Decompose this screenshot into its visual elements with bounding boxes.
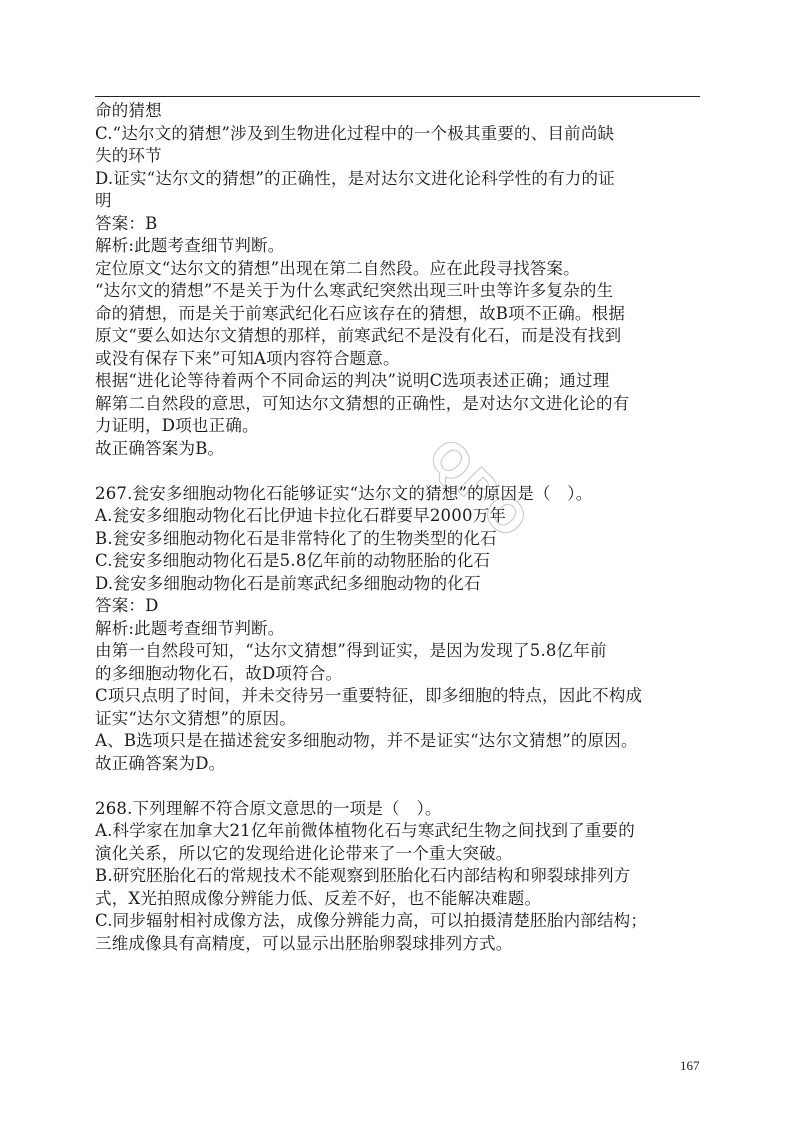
text-line: 失的环节	[95, 146, 162, 165]
question-stem: 267.瓮安多细胞动物化石能够证实“达尔文的猜想”的原因是（ ）。	[95, 483, 593, 503]
answer-line: 答案：D	[95, 596, 159, 615]
analysis-text: 定位原文“达尔文的猜想”出现在第二自然段。应在此段寻找答案。	[95, 258, 580, 278]
analysis-text: 命的猜想，而是关于前寒武纪化石应该存在的猜想，故B项不正确。根据	[95, 303, 626, 323]
analysis-text: 由第一自然段可知，“达尔文猜想”得到证实，是因为发现了5.8亿年前	[95, 641, 607, 660]
option-b-line: B.瓮安多细胞动物化石是非常特化了的生物类型的化石	[95, 528, 497, 548]
analysis-text: 力证明，D项也正确。	[95, 416, 259, 435]
analysis-text: 或没有保存下来”可知A项内容符合题意。	[95, 348, 400, 368]
option-d-line: D.瓮安多细胞动物化石是前寒武纪多细胞动物的化石	[95, 573, 481, 593]
header-rule	[95, 96, 700, 97]
option-c-line: C.瓮安多细胞动物化石是5.8亿年前的动物胚胎的化石	[95, 551, 491, 570]
watermark: QPO	[417, 428, 540, 550]
question-267	[95, 483, 703, 776]
analysis-text: 证实“达尔文猜想”的原因。	[95, 708, 296, 728]
text-line: 明	[95, 191, 112, 210]
page-number: 167	[680, 1058, 700, 1073]
text-line: 三维成像具有高精度，可以显示出胚胎卵裂球排列方式。	[95, 933, 513, 953]
paragraph-gap	[95, 460, 703, 483]
document-body	[95, 100, 703, 955]
question-stem: 268.下列理解不符合原文意思的一项是（ ）。	[95, 798, 442, 818]
analysis-text: 的多细胞动物化石，故D项符合。	[95, 663, 343, 683]
analysis-text: “达尔文的猜想”不是关于为什么寒武纪突然出现三叶虫等许多复杂的生	[95, 281, 614, 300]
analysis-text: A、B选项只是在描述瓮安多细胞动物，并不是证实“达尔文猜想”的原因。	[95, 731, 638, 750]
option-a-line: A.瓮安多细胞动物化石比伊迪卡拉化石群要早2000万年	[95, 506, 507, 525]
analysis-heading: 解析:此题考查细节判断。	[95, 618, 285, 638]
analysis-text: C项只点明了时间，并未交待另一重要特征，即多细胞的特点，因此不构成	[95, 686, 643, 705]
analysis-heading: 解析:此题考查细节判断。	[95, 236, 285, 255]
analysis-text: 原文“要么如达尔文猜想的那样，前寒武纪不是没有化石，而是没有找到	[95, 326, 622, 345]
option-c-line: C.同步辐射相衬成像方法，成像分辨能力高，可以拍摄清楚胚胎内部结构；	[95, 911, 648, 930]
conclusion-line: 故正确答案为B。	[95, 438, 225, 458]
text-line: 演化关系，所以它的发现给进化论带来了一个重大突破。	[95, 843, 513, 863]
text-line: 命的猜想	[95, 101, 162, 120]
analysis-text: 根据“进化论等待着两个不同命运的判决”说明C选项表述正确；通过理	[95, 371, 610, 390]
answer-analysis-266	[95, 100, 703, 460]
option-c-line: C.“达尔文的猜想”涉及到生物进化过程中的一个极其重要的、目前尚缺	[95, 123, 615, 143]
option-a-line: A.科学家在加拿大21亿年前微体植物化石与寒武纪生物之间找到了重要的	[95, 821, 635, 840]
conclusion-line: 故正确答案为D。	[95, 753, 226, 773]
paragraph-gap	[95, 775, 703, 798]
text-line: 式，X光拍照成像分辨能力低、反差不好，也不能解决难题。	[95, 888, 542, 908]
analysis-text: 解第二自然段的意思，可知达尔文猜想的正确性，是对达尔文进化论的有	[95, 393, 630, 413]
answer-line: 答案：B	[95, 213, 158, 233]
option-d-line: D.证实“达尔文的猜想”的正确性，是对达尔文进化论科学性的有力的证	[95, 168, 615, 188]
question-268	[95, 798, 703, 956]
option-b-line: B.研究胚胎化石的常规技术不能观察到胚胎化石内部结构和卵裂球排列方	[95, 866, 631, 885]
